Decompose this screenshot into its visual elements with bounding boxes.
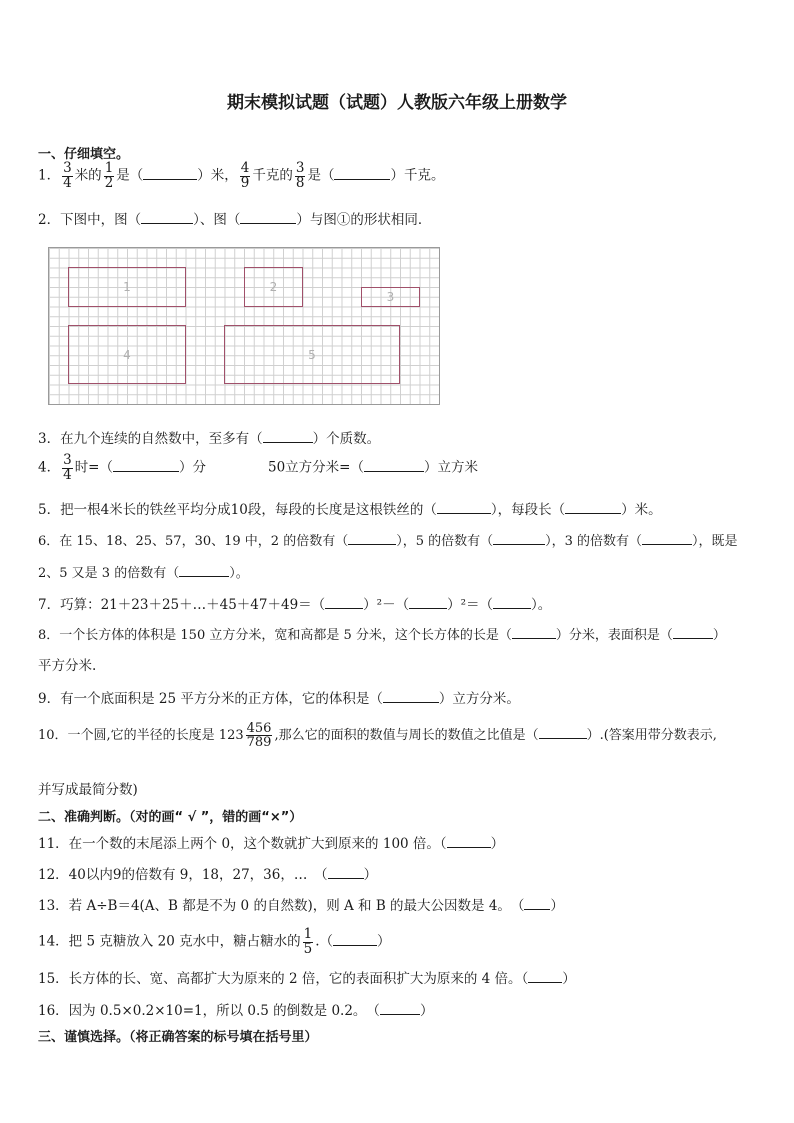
answer-blank[interactable] [143,167,197,180]
question-5: 5．把一根4米长的铁丝平均分成10段，每段的长度是这根铁丝的（ ），每段长（ ）米。 [38,502,662,518]
shape-grid-figure [48,247,440,405]
answer-blank[interactable] [141,211,193,224]
page-title: 期末模拟试题（试题）人教版六年级上册数学 [227,93,567,113]
question-10-line-1: 10．一个圆,它的半径的长度是 123 $\frac{456}{789}$ ,那么它的面积的数值与周长的数值之比值是（ ）.(答案用带分数表示, [38,721,717,750]
answer-blank[interactable] [240,211,296,224]
section-3-heading: 三、谨慎选择。（将正确答案的标号填在括号里） [38,1030,318,1045]
answer-blank[interactable] [524,897,550,910]
answer-blank[interactable] [325,596,363,609]
answer-blank[interactable] [512,626,556,639]
shape-2: 2 [244,267,303,307]
question-3: 3．在九个连续的自然数中，至多有（ ）个质数。 [38,431,381,447]
shape-3: 3 [361,287,420,307]
answer-blank[interactable] [642,532,692,545]
answer-blank[interactable] [565,501,621,514]
question-4: 4． $\frac{3}{4}$ 时=（ ）分 50立方分米=（ ）立方米 [38,452,478,483]
section-2-heading: 二、准确判断。（对的画“ √ ”，错的画“×”） [38,810,303,825]
question-6-line-1: 6．在 15、18、25、57，30、19 中，2 的倍数有（ ），5 的倍数有（ ），3 的倍数有（ ），既是 [38,534,738,549]
question-8-line-1: 8．一个长方体的体积是 150 立方分米，宽和高都是 5 分米，这个长方体的长是（ ）分米，表面积是（ ） [38,628,726,643]
question-8-line-2: 平方分米. [38,658,97,674]
answer-blank[interactable] [447,835,491,848]
answer-blank[interactable] [179,564,229,577]
question-6-line-2: 2、5 又是 3 的倍数有（ ）。 [38,566,249,581]
question-7: 7．巧算：21＋23＋25＋…＋45＋47＋49＝（ ）²－（ ）²＝（ ）。 [38,597,552,613]
answer-blank[interactable] [437,501,491,514]
answer-blank[interactable] [673,626,713,639]
question-10-line-2: 并写成最简分数) [38,782,138,798]
question-12: 12．40以内9的倍数有 9，18，27，36，… （ ） [38,867,378,883]
shape-5: 5 [224,325,400,384]
answer-blank[interactable] [113,459,179,472]
question-1: 1． $\frac{3}{4}$ 米的 $\frac{1}{2}$ 是（ ）米， $\frac{4}{9}$ 千克的 $\frac{3}{8}$ 是（ ）千克。 [38,160,445,191]
answer-blank[interactable] [263,430,313,443]
question-13: 13．若 A÷B＝4(A、B 都是不为 0 的自然数)，则 A 和 B 的最大公因数是 4。 （ ） [38,898,564,914]
question-16: 16．因为 0.5×0.2×10=1，所以 0.5 的倒数是 0.2。 （ ） [38,1003,434,1019]
question-11: 11．在一个数的末尾添上两个 0，这个数就扩大到原来的 100 倍。（ ） [38,836,505,852]
answer-blank[interactable] [409,596,447,609]
shape-1: 1 [68,267,186,307]
shape-4: 4 [68,325,186,384]
answer-blank[interactable] [334,167,390,180]
question-2: 2．下图中，图（ ）、图（ ）与图①的形状相同． [38,212,432,228]
answer-blank[interactable] [364,459,424,472]
section-1-heading: 一、仔细填空。 [38,147,130,162]
question-15: 15．长方体的长、宽、高都扩大为原来的 2 倍，它的表面积扩大为原来的 4 倍。（ ） [38,971,576,987]
answer-blank[interactable] [539,726,587,739]
question-9: 9．有一个底面积是 25 平方分米的正方体，它的体积是（ ）立方分米。 [38,691,520,707]
answer-blank[interactable] [380,1002,420,1015]
question-14: 14．把 5 克糖放入 20 克水中，糖占糖水的 $\frac{1}{5}$ .（ ） [38,926,391,957]
answer-blank[interactable] [528,970,562,983]
answer-blank[interactable] [333,933,377,946]
answer-blank[interactable] [493,532,545,545]
answer-blank[interactable] [493,596,531,609]
answer-blank[interactable] [383,690,439,703]
answer-blank[interactable] [328,866,364,879]
answer-blank[interactable] [348,532,396,545]
